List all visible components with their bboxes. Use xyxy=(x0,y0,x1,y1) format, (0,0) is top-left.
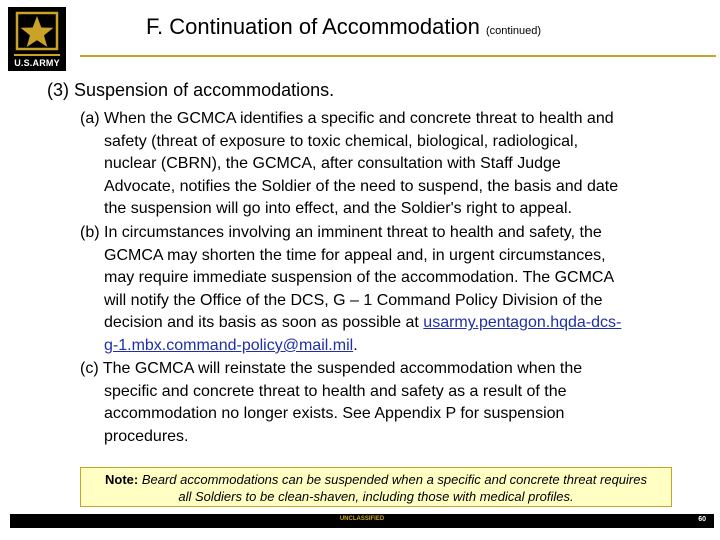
email-link-part2[interactable]: g-1.mbx.command-policy@mail.mil xyxy=(104,336,354,354)
footer-bar xyxy=(10,514,714,528)
paragraph-b-text: decision and its basis as soon as possible at xyxy=(104,314,424,332)
title-main: F. Continuation of Accommodation xyxy=(146,14,480,39)
paragraph-a-line: nuclear (CBRN), the GCMCA, after consultation with Staff Judge xyxy=(104,155,561,173)
paragraph-c-line: specific and concrete threat to health and safety as a result of the xyxy=(104,382,567,400)
paragraph-b-line: (b) In circumstances involving an imminent threat to health and safety, the xyxy=(80,224,602,241)
paragraph-b-line: GCMCA may shorten the time for appeal and, in urgent circumstances, xyxy=(104,246,606,264)
paragraph-a xyxy=(80,108,618,221)
paragraph-a-line: (a) When the GCMCA identifies a specific and concrete threat to health and xyxy=(80,110,614,127)
section-heading: (3) Suspension of accommodations. xyxy=(47,80,335,100)
paragraph-b-line xyxy=(80,335,621,358)
note-label: Note: xyxy=(105,472,139,487)
title-divider xyxy=(80,55,716,57)
note-box xyxy=(80,467,672,507)
army-logo xyxy=(8,7,66,71)
page-title xyxy=(146,14,541,40)
paragraph-b xyxy=(80,222,621,358)
paragraph-a-line: safety (threat of exposure to toxic chemical, biological, radiological, xyxy=(104,132,579,150)
title-suffix: (continued) xyxy=(485,25,542,37)
paragraph-a-line: the suspension will go into effect, and the Soldier's right to appeal. xyxy=(104,200,572,218)
paragraph-c xyxy=(80,358,582,448)
paragraph-b-line: may require immediate suspension of the accommodation. The GCMCA xyxy=(104,269,615,287)
paragraph-b-end: . xyxy=(353,336,358,354)
paragraph-a-line: Advocate, notifies the Soldier of the need to suspend, the basis and date xyxy=(104,177,619,195)
note-line-1 xyxy=(81,471,671,488)
logo-text: U.S.ARMY xyxy=(14,58,60,68)
paragraph-c-line: procedures. xyxy=(104,427,189,445)
paragraph-c-line: accommodation no longer exists. See Appendix P for suspension xyxy=(104,405,565,423)
logo-gold-bar xyxy=(14,54,60,56)
army-star-icon xyxy=(15,11,59,51)
note-text-2: all Soldiers to be clean-shaven, including those with medical profiles. xyxy=(178,489,574,504)
paragraph-b-line xyxy=(80,312,621,335)
classification-label: UNCLASSIFIED xyxy=(339,516,385,522)
paragraph-b-line: will notify the Office of the DCS, G – 1 Command Policy Division of the xyxy=(104,291,603,309)
paragraph-c-line: (c) The GCMCA will reinstate the suspended accommodation when the xyxy=(80,360,583,377)
email-link-part1[interactable]: usarmy.pentagon.hqda-dcs- xyxy=(423,314,622,332)
note-text-1: Beard accommodations can be suspended when a specific and concrete threat requires xyxy=(138,472,647,487)
page-number: 60 xyxy=(698,516,706,523)
